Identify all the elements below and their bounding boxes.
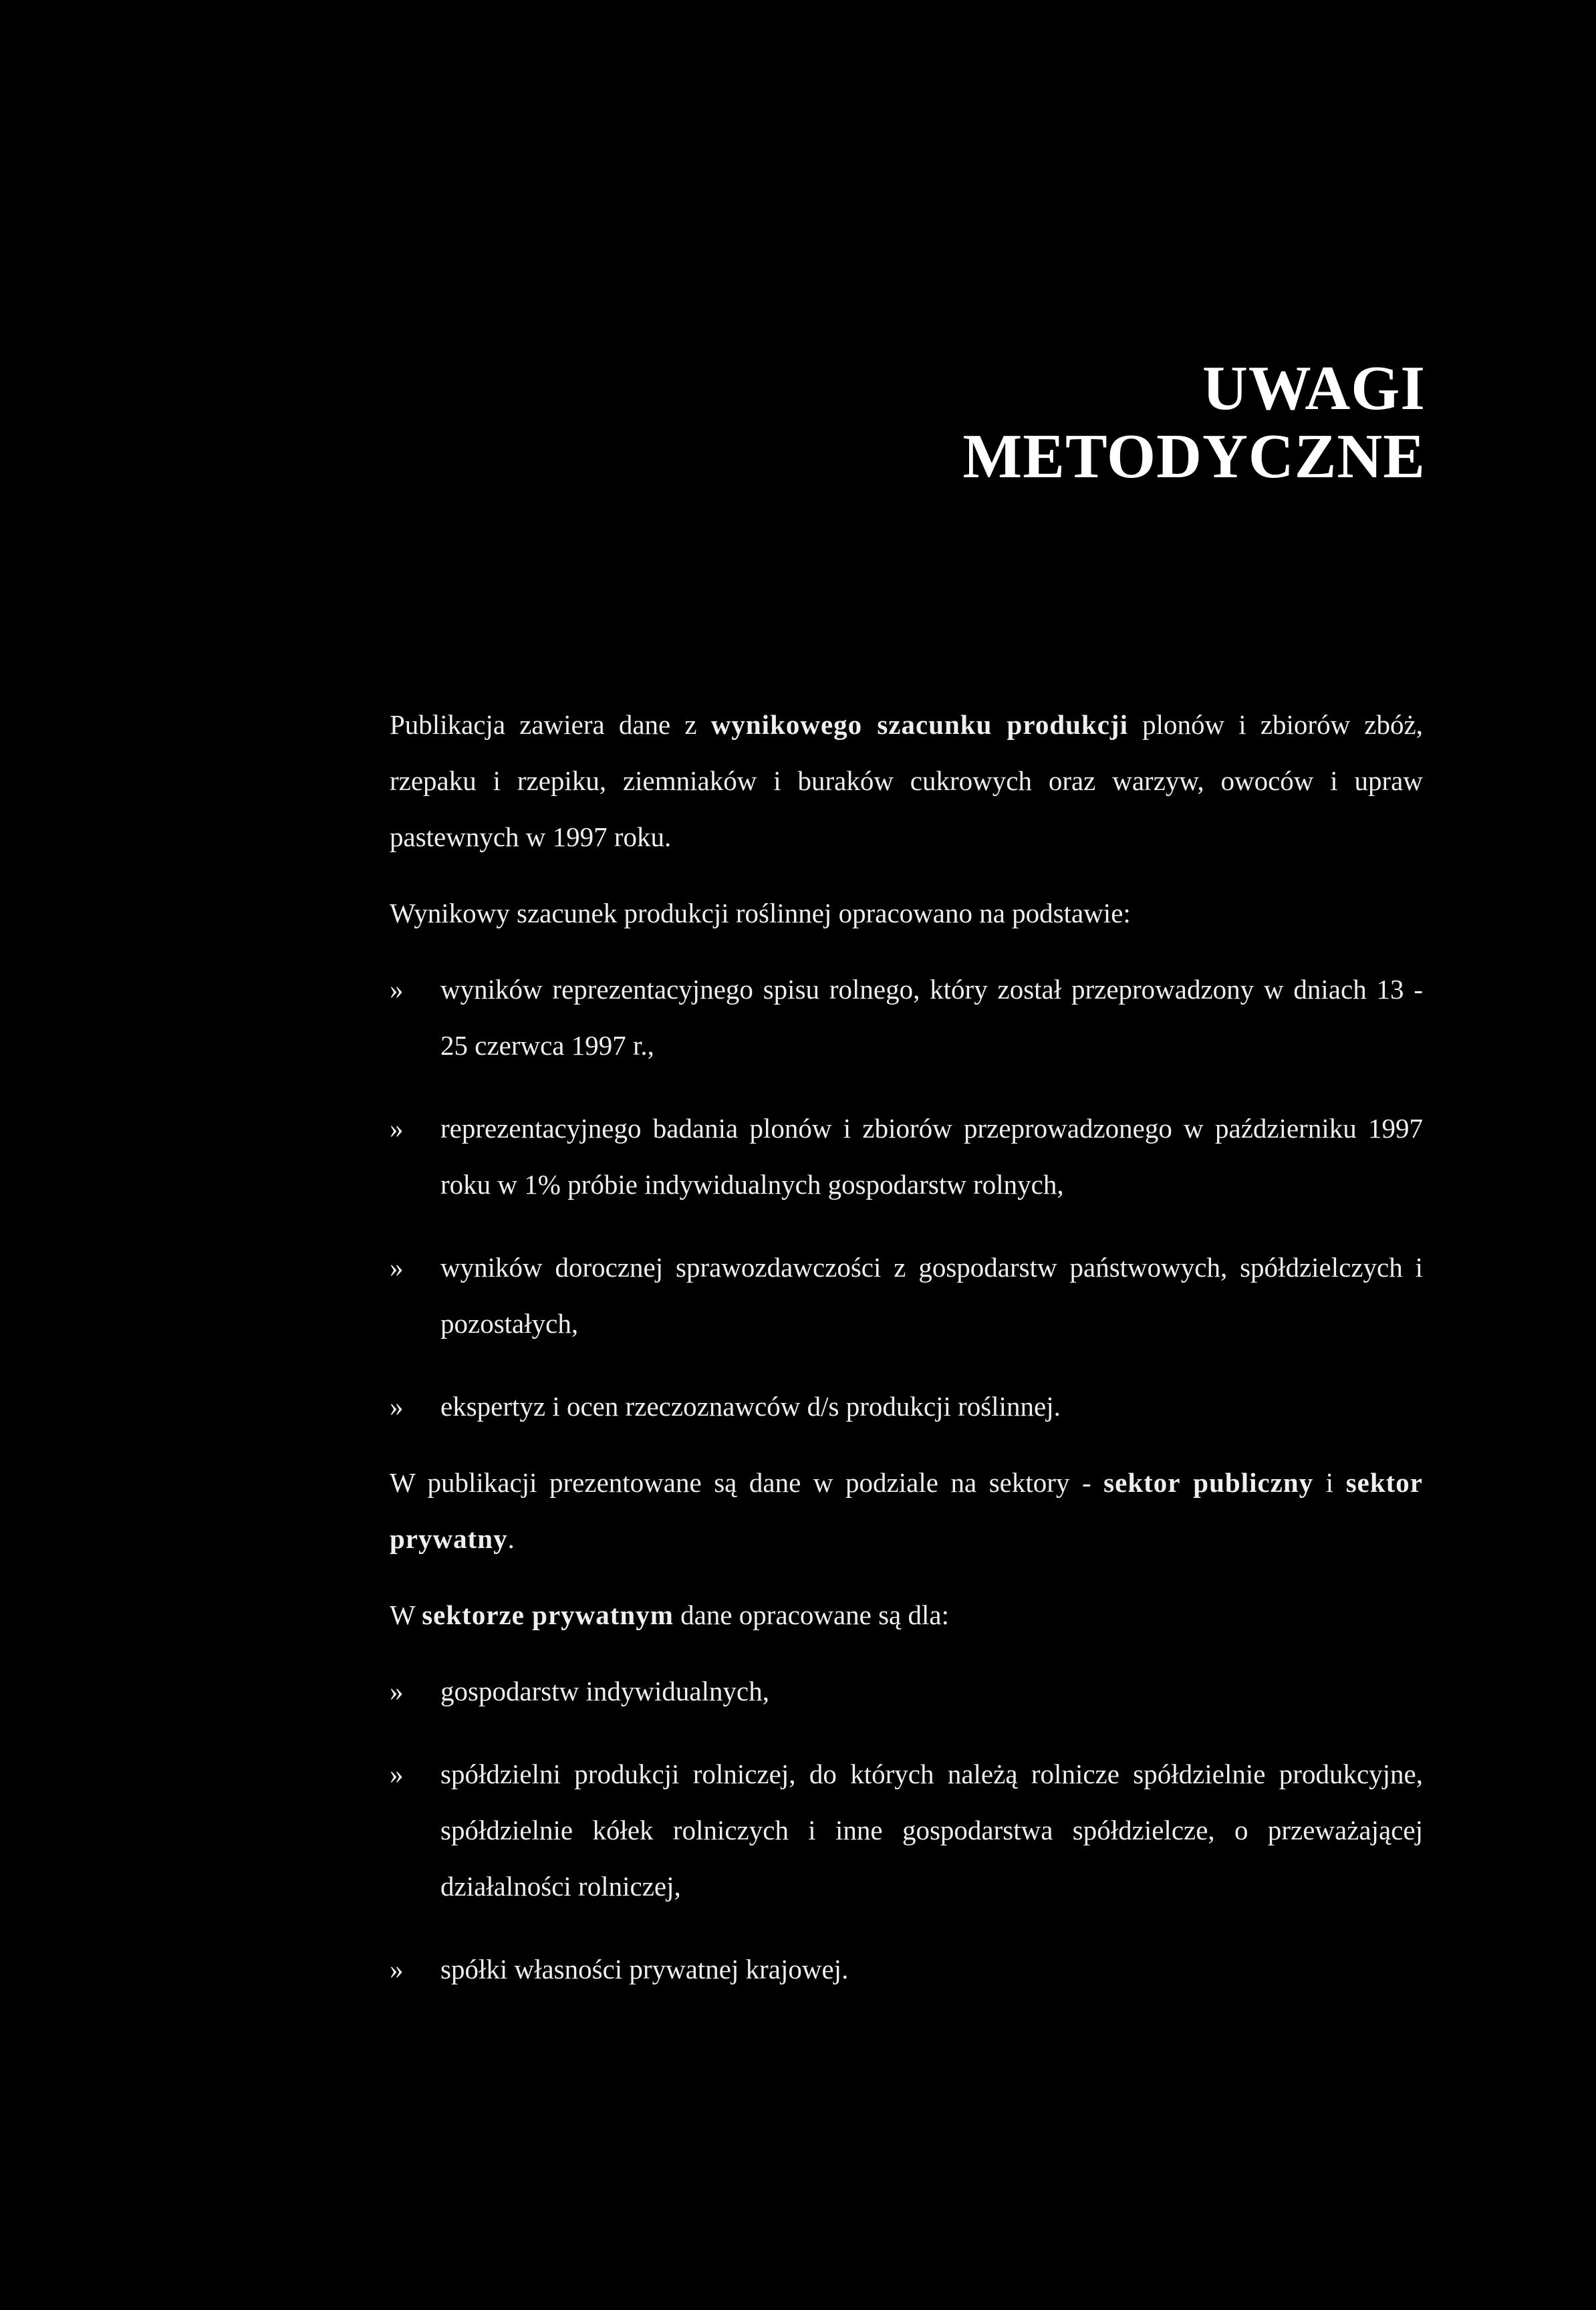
list-item	[390, 1100, 1423, 1212]
sectors-text-mid: i	[1313, 1467, 1346, 1498]
bullet-icon: »	[390, 1113, 404, 1144]
list-item-text: gospodarstw indywidualnych,	[440, 1676, 769, 1706]
bullet-icon: »	[390, 1676, 404, 1706]
sector-public-term: sektor publiczny	[1103, 1467, 1314, 1498]
title-line-2: METODYCZNE	[962, 422, 1426, 491]
intro-text-start: Publikacja zawiera dane z	[390, 709, 711, 740]
sectors-text-start: W publikacji prezentowane są dane w podziale na sektory -	[390, 1467, 1104, 1498]
list-item	[390, 1378, 1423, 1434]
sector-private-term: sektor prywatny	[390, 1467, 1423, 1554]
list-item-text: reprezentacyjnego badania plonów i zbiorów przeprowadzonego w październiku 1997 roku w 1% próbie indywidualnych gospodarstw rolnych,	[440, 1113, 1423, 1200]
list-item	[390, 1663, 1423, 1719]
body-text	[390, 696, 1423, 1997]
list-item-text: wyników dorocznej sprawozdawczości z gospodarstw państwowych, spółdzielczych i pozostałych,	[440, 1252, 1423, 1339]
basis-lead-paragraph: Wynikowy szacunek produkcji roślinnej opracowano na podstawie:	[390, 898, 1131, 928]
sectors-paragraph	[390, 1454, 1423, 1567]
page-title	[963, 354, 1426, 491]
bullet-icon: »	[390, 974, 404, 1005]
private-text-start: W	[390, 1599, 422, 1630]
bullet-icon: »	[390, 1391, 404, 1422]
list-item-text: spółdzielni produkcji rolniczej, do których należą rolnicze spółdzielnie produkcyjne, spółdzielnie kółek rolniczych i inne gospodarstwa spółdzielcze, o przeważającej działalności rolniczej,	[440, 1759, 1423, 1902]
sectors-text-end: .	[507, 1523, 515, 1554]
list-item-text: spółki własności prywatnej krajowej.	[440, 1954, 849, 1984]
list-item-text: ekspertyz i ocen rzeczoznawców d/s produkcji roślinnej.	[440, 1391, 1061, 1422]
title-line-1: UWAGI	[1202, 354, 1426, 423]
intro-paragraph	[390, 696, 1423, 865]
intro-text-end: plonów i zbiorów zbóż, rzepaku i rzepiku, ziemniaków i buraków cukrowych oraz warzyw, owoców i upraw pastewnych w 1997 roku.	[390, 709, 1424, 852]
intro-bold-term: wynikowego szacunku produkcji	[710, 709, 1128, 740]
private-text-end: dane opracowane są dla:	[673, 1599, 949, 1630]
list-item	[390, 1239, 1423, 1352]
bullet-icon: »	[390, 1252, 404, 1283]
list-item	[390, 1941, 1423, 1997]
private-sector-paragraph	[390, 1587, 1423, 1643]
private-bold-term: sektorze prywatnym	[422, 1599, 674, 1630]
list-item	[390, 1746, 1423, 1914]
bullet-icon: »	[390, 1954, 404, 1984]
list-item	[390, 961, 1423, 1073]
bullet-icon: »	[390, 1759, 404, 1789]
list-item-text: wyników reprezentacyjnego spisu rolnego, który został przeprowadzony w dniach 13 - 25 czerwca 1997 r.,	[440, 974, 1423, 1061]
